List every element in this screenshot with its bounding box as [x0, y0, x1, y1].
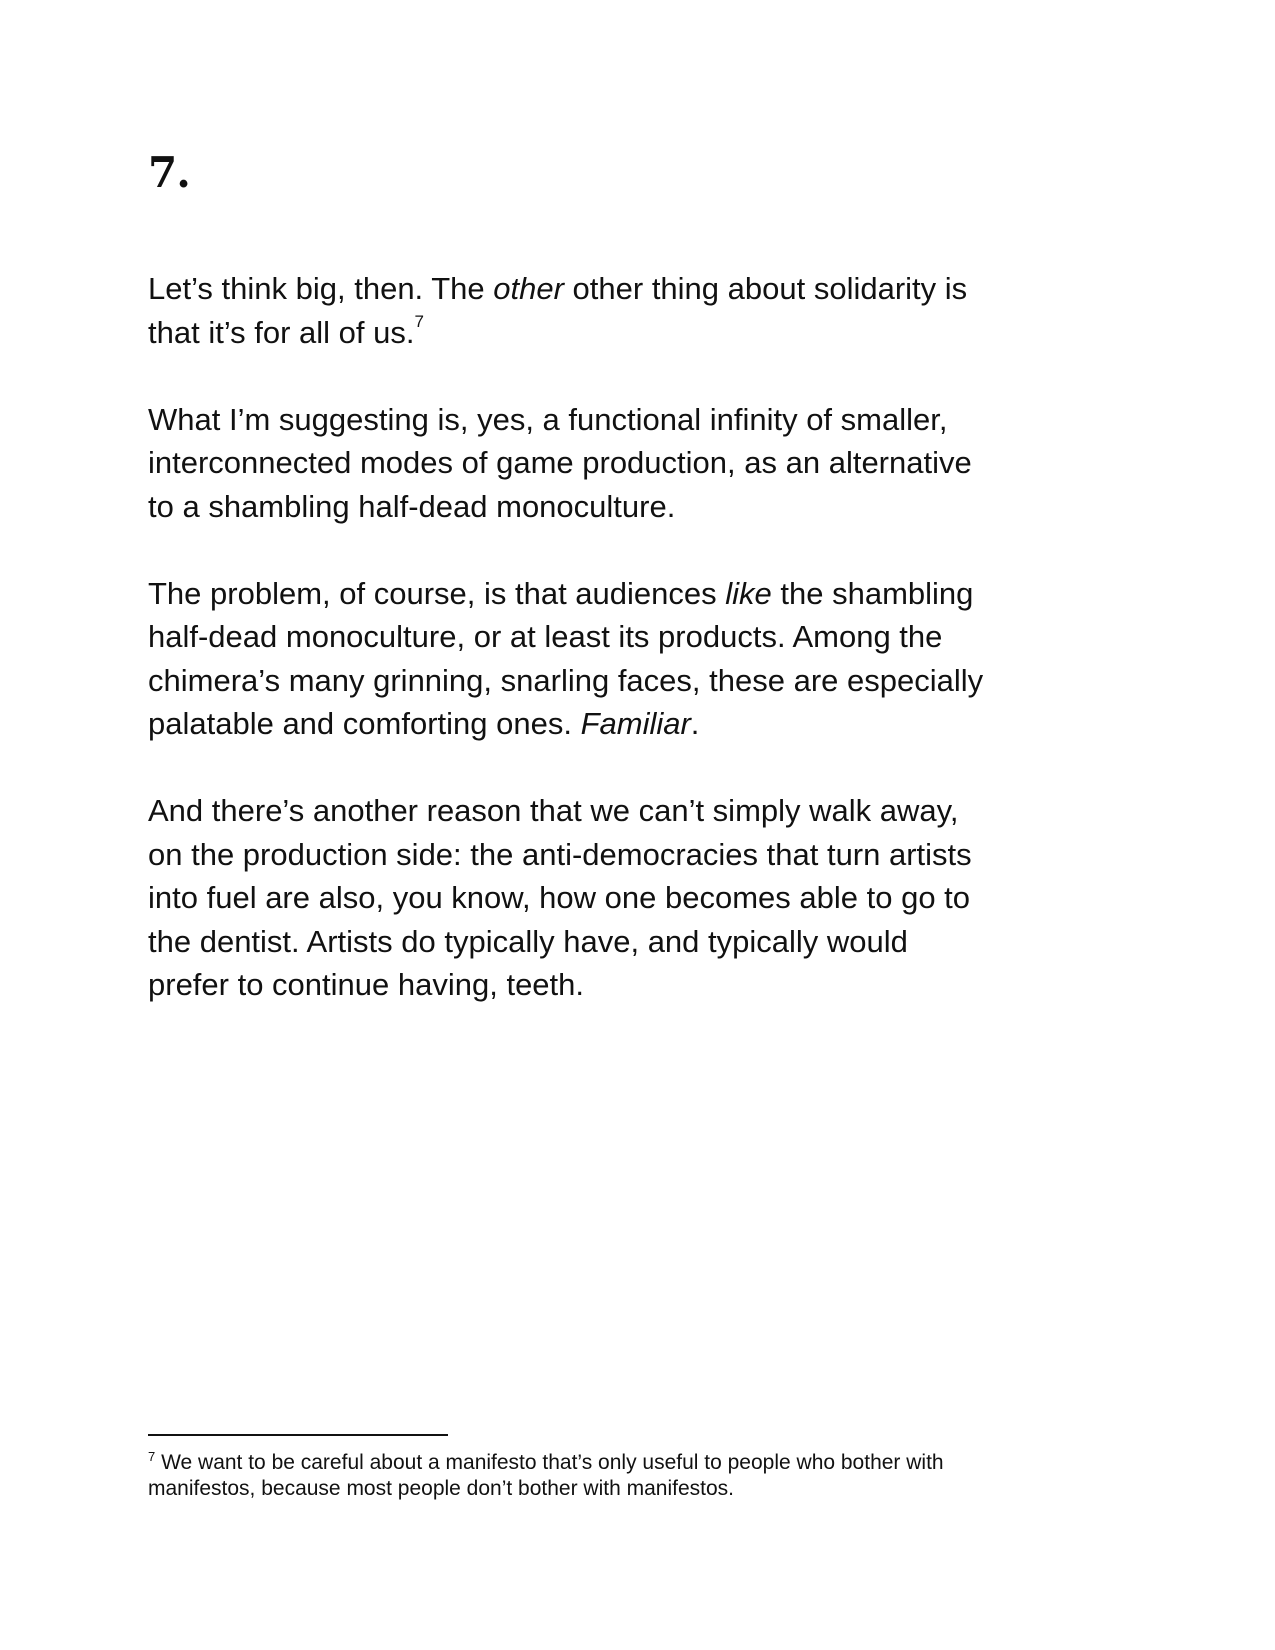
paragraph-4: [148, 789, 1138, 1007]
paragraph-2: [148, 398, 1138, 529]
emphasis-familiar: Familiar: [580, 706, 691, 741]
footnote-reference[interactable]: 7: [414, 312, 424, 332]
footnote-divider: [148, 1434, 448, 1436]
section-number: 7.: [148, 148, 190, 197]
paragraph-line: palatable and comforting ones. Familiar.: [148, 706, 700, 741]
footnote-line: manifestos, because most people don’t bother with manifestos.: [148, 1477, 734, 1500]
footnote: [148, 1450, 1138, 1502]
paragraph-line: to a shambling half-dead monoculture.: [148, 488, 676, 524]
paragraph-line: And there’s another reason that we can’t simply walk away,: [148, 793, 959, 828]
paragraph-line: The problem, of course, is that audiences like the shambling: [148, 575, 974, 611]
paragraph-line: What I’m suggesting is, yes, a functional infinity of smaller,: [148, 401, 948, 437]
paragraph-line: interconnected modes of game production, as an alternative: [148, 445, 972, 480]
paragraph-1: [148, 267, 1138, 354]
paragraph-line: the dentist. Artists do typically have, and typically would: [148, 923, 908, 959]
footnote-marker: 7: [148, 1449, 156, 1464]
paragraph-line: prefer to continue having, teeth.: [148, 967, 585, 1002]
paragraph-line: on the production side: the anti-democracies that turn artists: [148, 836, 972, 872]
emphasis-other: other: [493, 271, 564, 306]
paragraph-line: half-dead monoculture, or at least its products. Among the: [148, 619, 943, 654]
emphasis-like: like: [725, 575, 772, 611]
paragraph-3: [148, 572, 1138, 746]
paragraph-line: Let’s think big, then. The other other thing about solidarity is: [148, 271, 968, 306]
paragraph-line: into fuel are also, you know, how one becomes able to go to: [148, 880, 971, 915]
paragraph-line: chimera’s many grinning, snarling faces, these are especially: [148, 662, 984, 698]
body-text: [148, 267, 1138, 1050]
paragraph-line: that it’s for all of us.$^7$: [148, 312, 424, 350]
footnote-line: $^7$ We want to be careful about a manifesto that’s only useful to people who bother with: [148, 1449, 944, 1474]
